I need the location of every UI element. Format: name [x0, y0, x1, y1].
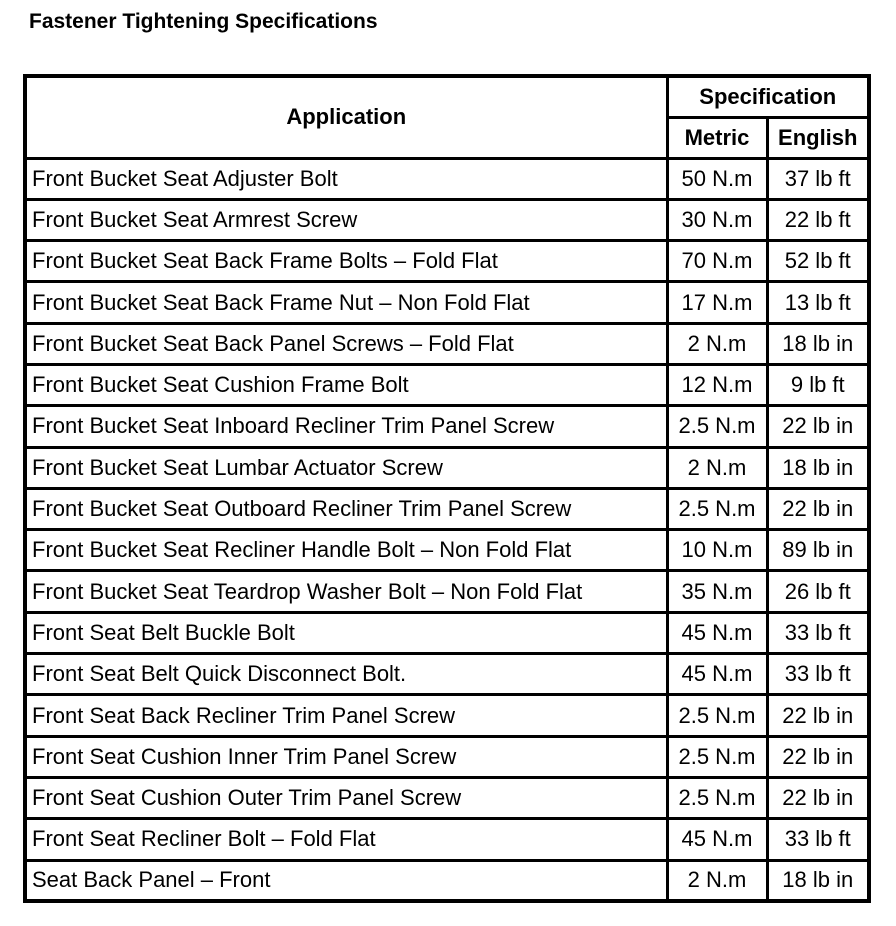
application-header: Application: [25, 76, 667, 158]
application-cell: Front Bucket Seat Lumbar Actuator Screw: [25, 447, 667, 488]
metric-cell: 2.5 N.m: [667, 695, 767, 736]
table-row: [25, 695, 869, 736]
english-cell: 9 lb ft: [767, 364, 869, 405]
application-cell: Front Seat Cushion Outer Trim Panel Screw: [25, 777, 667, 818]
english-cell: 89 lb in: [767, 530, 869, 571]
application-cell: Front Seat Cushion Inner Trim Panel Screw: [25, 736, 667, 777]
metric-cell: 45 N.m: [667, 612, 767, 653]
table-row: [25, 736, 869, 777]
english-cell: 22 lb in: [767, 406, 869, 447]
table-row: [25, 241, 869, 282]
metric-cell: 12 N.m: [667, 364, 767, 405]
table-row: [25, 530, 869, 571]
table-body: [25, 158, 869, 901]
application-cell: Front Bucket Seat Back Frame Bolts – Fold Flat: [25, 241, 667, 282]
application-cell: Front Bucket Seat Back Panel Screws – Fold Flat: [25, 323, 667, 364]
english-cell: 18 lb in: [767, 323, 869, 364]
table-row: [25, 158, 869, 199]
page-title: Fastener Tightening Specifications: [29, 10, 378, 33]
application-cell: Front Bucket Seat Adjuster Bolt: [25, 158, 667, 199]
metric-cell: 45 N.m: [667, 654, 767, 695]
metric-cell: 10 N.m: [667, 530, 767, 571]
application-cell: Front Bucket Seat Cushion Frame Bolt: [25, 364, 667, 405]
english-cell: 18 lb in: [767, 447, 869, 488]
english-cell: 22 lb in: [767, 777, 869, 818]
application-cell: Front Bucket Seat Armrest Screw: [25, 199, 667, 240]
metric-cell: 2 N.m: [667, 860, 767, 901]
application-cell: Front Bucket Seat Recliner Handle Bolt – Non Fold Flat: [25, 530, 667, 571]
table-row: [25, 364, 869, 405]
metric-cell: 2.5 N.m: [667, 488, 767, 529]
english-cell: 33 lb ft: [767, 819, 869, 860]
application-cell: Front Seat Back Recliner Trim Panel Screw: [25, 695, 667, 736]
specification-header: Specification: [667, 76, 869, 117]
english-cell: 13 lb ft: [767, 282, 869, 323]
application-cell: Front Bucket Seat Back Frame Nut – Non Fold Flat: [25, 282, 667, 323]
metric-cell: 2 N.m: [667, 447, 767, 488]
metric-cell: 2 N.m: [667, 323, 767, 364]
application-cell: Front Bucket Seat Inboard Recliner Trim Panel Screw: [25, 406, 667, 447]
metric-cell: 30 N.m: [667, 199, 767, 240]
english-cell: 22 lb ft: [767, 199, 869, 240]
english-header: English: [767, 117, 869, 158]
application-cell: Front Seat Belt Quick Disconnect Bolt.: [25, 654, 667, 695]
english-cell: 37 lb ft: [767, 158, 869, 199]
english-cell: 33 lb ft: [767, 612, 869, 653]
application-cell: Seat Back Panel – Front: [25, 860, 667, 901]
table-row: [25, 819, 869, 860]
table-row: [25, 612, 869, 653]
metric-cell: 2.5 N.m: [667, 777, 767, 818]
table-row: [25, 654, 869, 695]
table-row: [25, 282, 869, 323]
table-row: [25, 447, 869, 488]
english-cell: 22 lb in: [767, 488, 869, 529]
application-cell: Front Seat Belt Buckle Bolt: [25, 612, 667, 653]
table-row: [25, 406, 869, 447]
table-row: [25, 860, 869, 901]
table-row: [25, 571, 869, 612]
english-cell: 26 lb ft: [767, 571, 869, 612]
metric-cell: 50 N.m: [667, 158, 767, 199]
table-row: [25, 777, 869, 818]
english-cell: 22 lb in: [767, 695, 869, 736]
table-row: [25, 323, 869, 364]
metric-cell: 17 N.m: [667, 282, 767, 323]
english-cell: 18 lb in: [767, 860, 869, 901]
metric-cell: 70 N.m: [667, 241, 767, 282]
english-cell: 22 lb in: [767, 736, 869, 777]
application-cell: Front Seat Recliner Bolt – Fold Flat: [25, 819, 667, 860]
metric-cell: 35 N.m: [667, 571, 767, 612]
english-cell: 52 lb ft: [767, 241, 869, 282]
application-cell: Front Bucket Seat Outboard Recliner Trim Panel Screw: [25, 488, 667, 529]
table-row: [25, 488, 869, 529]
metric-cell: 45 N.m: [667, 819, 767, 860]
metric-cell: 2.5 N.m: [667, 406, 767, 447]
application-cell: Front Bucket Seat Teardrop Washer Bolt – Non Fold Flat: [25, 571, 667, 612]
fastener-spec-table: [23, 74, 871, 903]
english-cell: 33 lb ft: [767, 654, 869, 695]
table-row: [25, 199, 869, 240]
metric-cell: 2.5 N.m: [667, 736, 767, 777]
metric-header: Metric: [667, 117, 767, 158]
